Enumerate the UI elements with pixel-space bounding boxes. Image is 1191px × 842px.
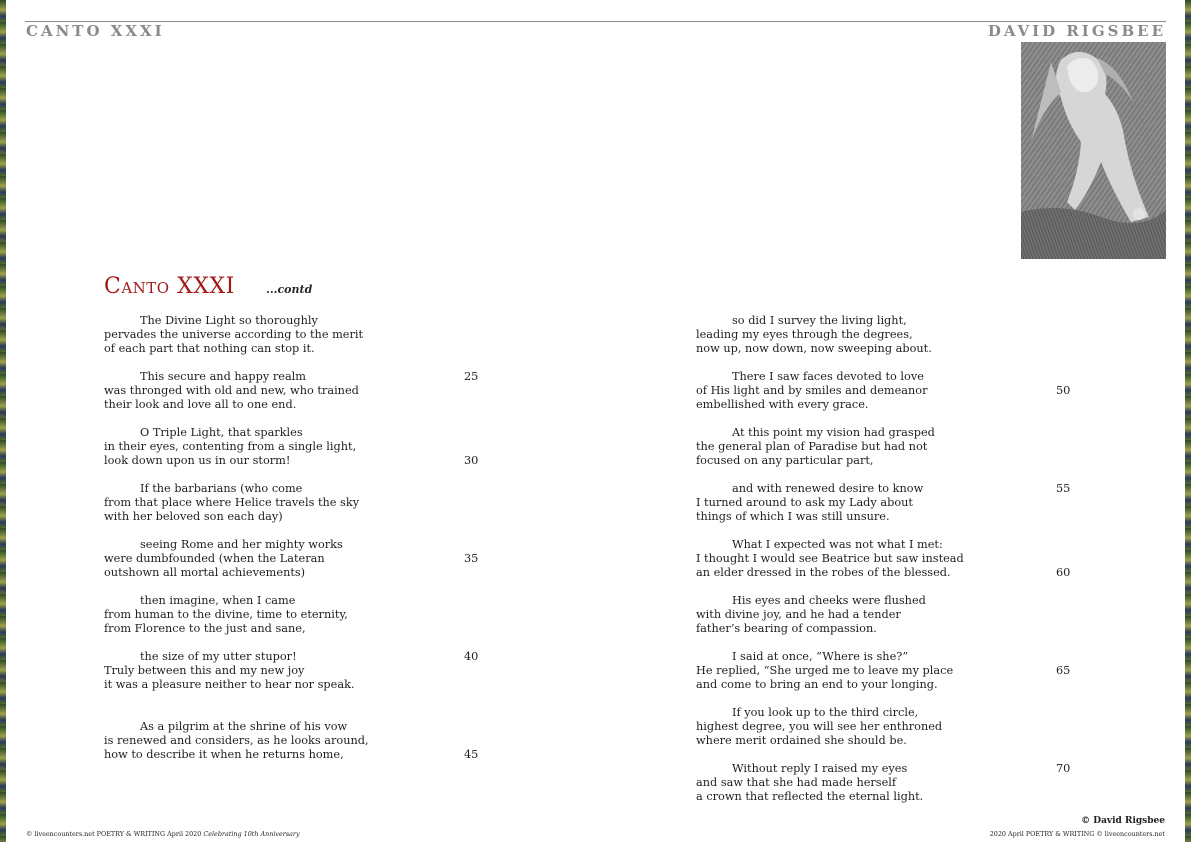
right-poem-line: I turned around to ask my Lady about <box>696 496 913 509</box>
left-poem-line: look down upon us in our storm! <box>104 454 291 467</box>
left-line-number: 40 <box>464 650 479 663</box>
left-poem-line: with her beloved son each day) <box>104 510 283 523</box>
left-poem-line: of each part that nothing can stop it. <box>104 342 315 355</box>
right-poem-line: father’s bearing of compassion. <box>696 622 877 635</box>
right-poem-line: If you look up to the third circle, <box>732 706 919 719</box>
right-line-number: 50 <box>1056 384 1071 397</box>
left-line-number: 35 <box>464 552 479 565</box>
right-poem-line: What I expected was not what I met: <box>732 538 943 551</box>
right-poem-line: I thought I would see Beatrice but saw instead <box>696 552 964 565</box>
left-poem-line: If the barbarians (who come <box>140 482 303 495</box>
running-head-right: DAVID RIGSBEE <box>987 22 1166 40</box>
left-poem-line: is renewed and considers, as he looks around, <box>104 734 369 747</box>
right-poem-line: There I saw faces devoted to love <box>732 370 924 383</box>
right-line-number: 60 <box>1056 566 1071 579</box>
left-poem-line: in their eyes, contenting from a single light, <box>104 440 357 453</box>
left-poem-line: from human to the divine, time to eternity, <box>104 608 348 621</box>
right-poem-line: where merit ordained she should be. <box>696 734 907 747</box>
footer-site-text: © liveencounters.net POETRY & WRITING April 2020 <box>26 830 204 838</box>
right-poem-line: and with renewed desire to know <box>732 482 924 495</box>
right-poem-line: of His light and by smiles and demeanor <box>696 384 928 397</box>
canto-title: Canto XXXI <box>104 274 235 299</box>
left-poem-line: O Triple Light, that sparkles <box>140 426 303 439</box>
copyright-author: © David Rigsbee <box>1081 816 1165 826</box>
right-poem-line: a crown that reflected the eternal light. <box>696 790 924 803</box>
continued-label: ...contd <box>266 283 313 296</box>
right-poem-line: I said at once, “Where is she?” <box>732 650 909 663</box>
running-head-left: CANTO XXXI <box>26 22 165 40</box>
right-poem-line: now up, now down, now sweeping about. <box>696 342 932 355</box>
left-line-number: 30 <box>464 454 479 467</box>
right-line-number: 65 <box>1056 664 1071 677</box>
right-poem-line: He replied, “She urged me to leave my place <box>696 664 954 677</box>
right-poem-line: At this point my vision had grasped <box>732 426 935 439</box>
left-poem-line: was thronged with old and new, who trained <box>104 384 359 397</box>
right-poem-line: His eyes and cheeks were flushed <box>732 594 926 607</box>
left-poem-line: As a pilgrim at the shrine of his vow <box>140 720 348 733</box>
right-poem-line: with divine joy, and he had a tender <box>696 608 901 621</box>
left-poem-line: Truly between this and my new joy <box>104 664 305 677</box>
right-line-number: 70 <box>1056 762 1071 775</box>
left-poem-line: pervades the universe according to the merit <box>104 328 364 341</box>
right-poem-line: an elder dressed in the robes of the blessed. <box>696 566 951 579</box>
left-poem-line: from Florence to the just and sane, <box>104 622 306 635</box>
left-poem-line: then imagine, when I came <box>140 594 296 607</box>
decorative-left-border <box>0 0 6 842</box>
left-poem-line: how to describe it when he returns home, <box>104 748 344 761</box>
right-poem-line: leading my eyes through the degrees, <box>696 328 913 341</box>
decorative-right-border <box>1185 0 1191 842</box>
right-poem-line: Without reply I raised my eyes <box>732 762 908 775</box>
footer-anniversary: Celebrating 10th Anniversary <box>203 830 300 838</box>
right-poem-line: the general plan of Paradise but had not <box>696 440 928 453</box>
footer-right: 2020 April POETRY & WRITING © liveencounters.net <box>989 830 1165 838</box>
right-poem-line: so did I survey the living light, <box>732 314 907 327</box>
left-poem-line: from that place where Helice travels the sky <box>104 496 360 509</box>
footer-left <box>26 830 300 838</box>
left-poem-line: The Divine Light so thoroughly <box>140 314 318 327</box>
right-poem-line: and saw that she had made herself <box>696 776 897 789</box>
left-line-number: 45 <box>464 748 479 761</box>
left-poem-line: their look and love all to one end. <box>104 398 297 411</box>
left-poem-line: the size of my utter stupor! <box>140 650 297 663</box>
right-poem-line: highest degree, you will see her enthroned <box>696 720 943 733</box>
right-poem-line: embellished with every grace. <box>696 398 869 411</box>
engraving-figure-icon <box>1021 42 1166 259</box>
left-poem-line: were dumbfounded (when the Lateran <box>104 552 325 565</box>
left-poem-line: it was a pleasure neither to hear nor speak. <box>104 678 355 691</box>
right-poem-line: focused on any particular part, <box>696 454 874 467</box>
right-line-number: 55 <box>1056 482 1071 495</box>
left-poem-line: seeing Rome and her mighty works <box>140 538 343 551</box>
left-poem-line: outshown all mortal achievements) <box>104 566 306 579</box>
engraving-illustration <box>1021 42 1166 259</box>
left-line-number: 25 <box>464 370 479 383</box>
right-poem-line: things of which I was still unsure. <box>696 510 890 523</box>
left-poem-line: This secure and happy realm <box>140 370 307 383</box>
right-poem-line: and come to bring an end to your longing. <box>696 678 938 691</box>
